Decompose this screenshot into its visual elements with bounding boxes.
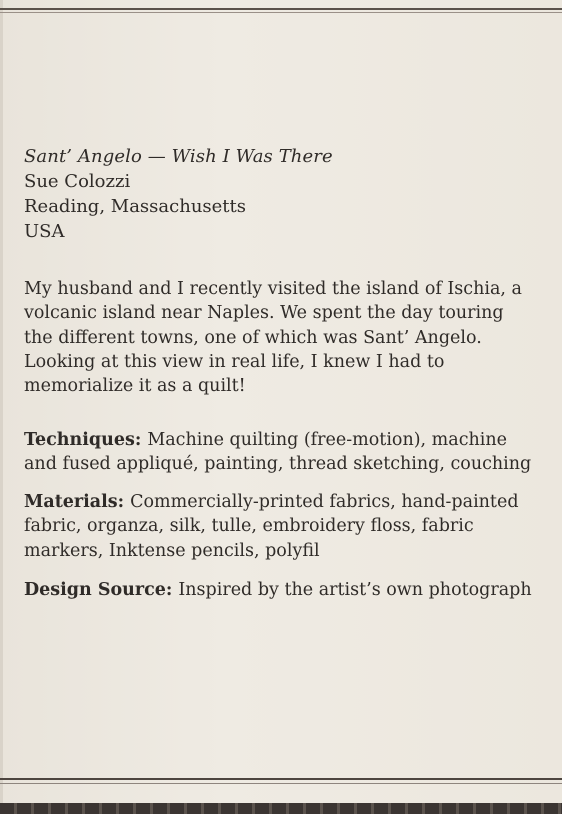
statement-line: the different towns, one of which was Sant’ Angelo. [24, 327, 482, 348]
techniques-label: Techniques: [24, 430, 142, 450]
materials-text: Commercially-printed fabrics, hand-painted [130, 492, 519, 512]
artist-name: Sue Colozzi [24, 171, 131, 192]
design-source-section [24, 578, 560, 602]
materials-text-cont: markers, Inktense pencils, polyfil [24, 540, 320, 561]
statement-line: Looking at this view in real life, I knew I had to [24, 351, 445, 372]
statement-line: volcanic island near Naples. We spent the day touring [24, 303, 504, 324]
top-rule [0, 8, 562, 10]
artist-country: USA [24, 221, 65, 242]
artist-location: Reading, Massachusetts [24, 196, 247, 217]
statement-line: My husband and I recently visited the island of Ischia, a [24, 279, 522, 299]
materials-text-cont: fabric, organza, silk, tulle, embroidery floss, fabric [24, 516, 474, 537]
artist-statement [24, 277, 560, 398]
techniques-text: Machine quilting (free-motion), machine [147, 430, 507, 450]
design-source-text: Inspired by the artist’s own photograph [178, 580, 532, 600]
frame-base-strip [0, 803, 562, 814]
design-source-label: Design Source: [24, 580, 173, 600]
techniques-text-cont: and fused appliqué, painting, thread sketching, couching [24, 454, 532, 475]
materials-section [24, 490, 560, 563]
quilt-title: Sant’ Angelo — Wish I Was There [24, 146, 333, 167]
top-rule-thin [0, 12, 562, 13]
techniques-section [24, 428, 560, 477]
bottom-rule-thin [0, 783, 562, 784]
card-edge [0, 0, 3, 814]
bottom-rule [0, 778, 562, 780]
entry-header [24, 144, 333, 244]
materials-label: Materials: [24, 492, 125, 512]
statement-line: memorialize it as a quilt! [24, 376, 246, 397]
